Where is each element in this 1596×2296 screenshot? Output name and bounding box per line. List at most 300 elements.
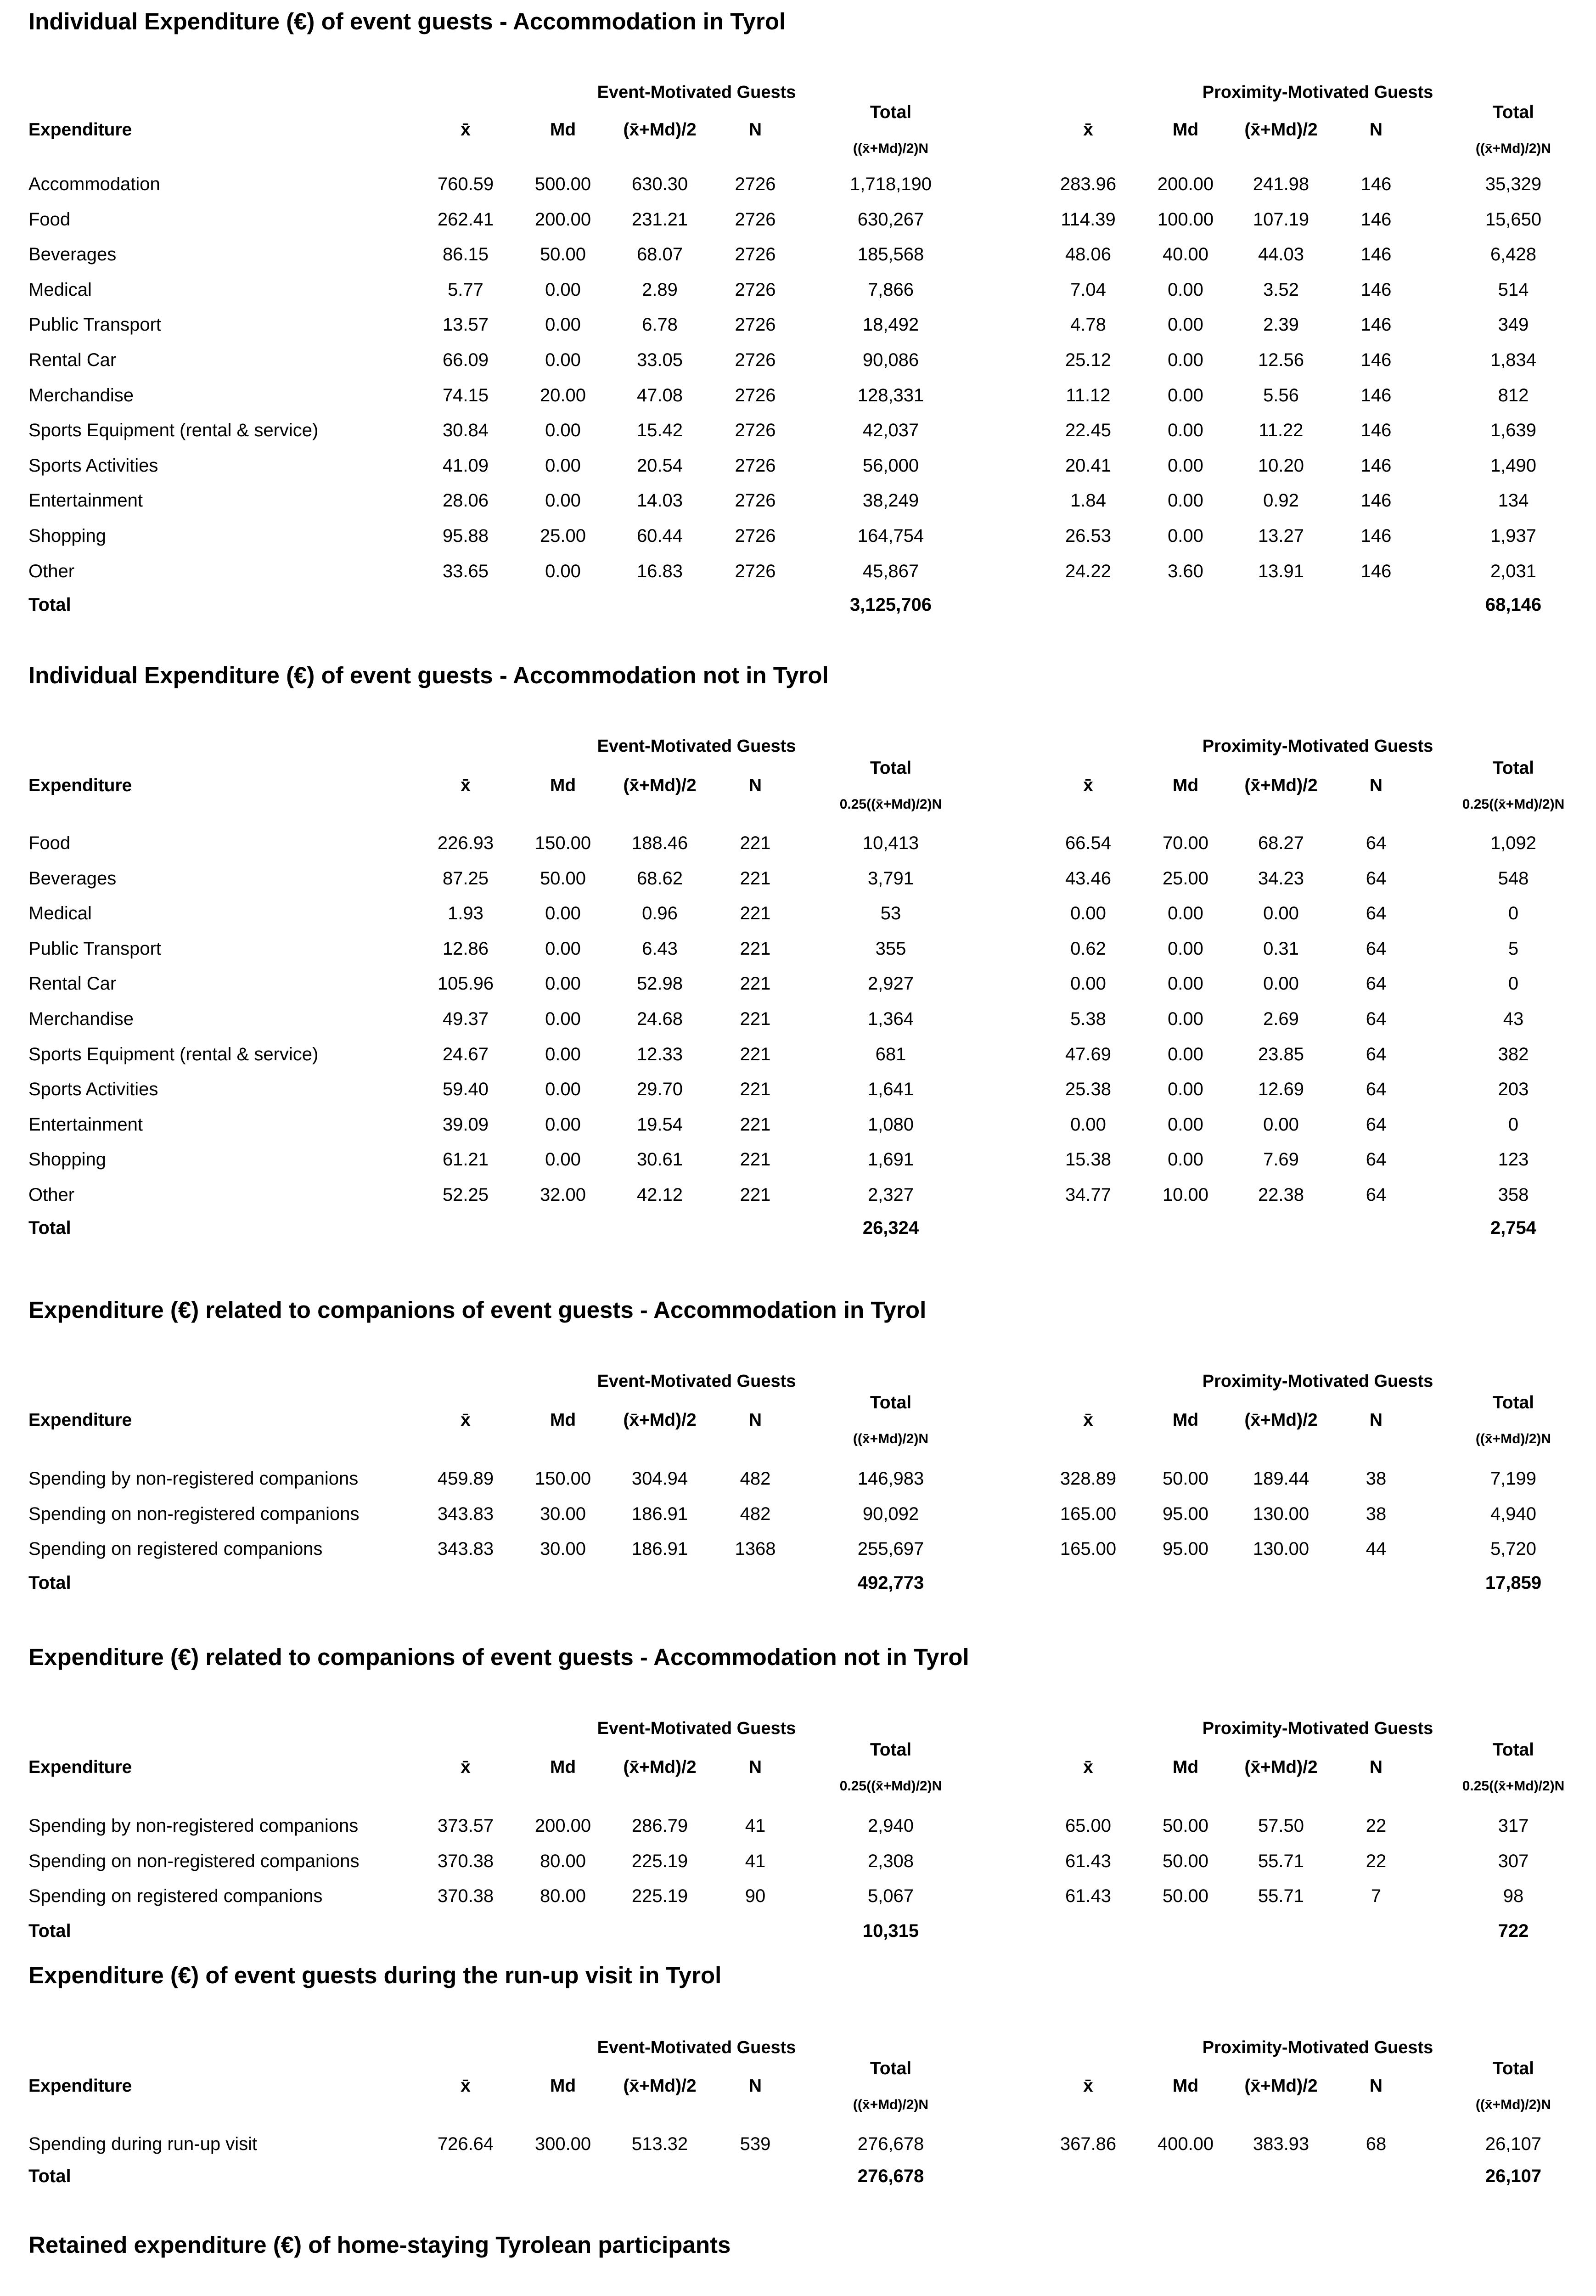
mean-cell: 52.25 xyxy=(442,1185,489,1205)
total-cell: 38,249 xyxy=(862,490,919,511)
total-cell: 5,067 xyxy=(867,1886,914,1907)
mean-cell: 105.96 xyxy=(437,974,494,994)
grand-total-value: 17,859 xyxy=(1485,1573,1542,1593)
total-cell: 7,199 xyxy=(1490,1469,1537,1489)
n-cell: 44 xyxy=(1366,1539,1387,1559)
mean-cell: 47.69 xyxy=(1065,1044,1112,1064)
n-cell: 146 xyxy=(1360,420,1392,441)
mean-cell: 4.78 xyxy=(1070,315,1106,335)
mean-cell: 22.45 xyxy=(1065,420,1112,441)
total-cell: 43 xyxy=(1503,1009,1524,1029)
row-label: Food xyxy=(28,209,71,230)
average-cell: 2.69 xyxy=(1263,1009,1299,1029)
total-cell: 317 xyxy=(1498,1816,1529,1836)
total-cell: 26,107 xyxy=(1485,2134,1542,2154)
average-cell: 6.43 xyxy=(642,938,678,959)
total-cell: 0 xyxy=(1508,974,1519,994)
total-cell: 355 xyxy=(875,938,906,959)
row-label: Rental Car xyxy=(28,974,117,994)
median-cell: 40.00 xyxy=(1162,244,1209,265)
n-cell: 2726 xyxy=(735,209,776,230)
total-cell: 53 xyxy=(880,903,901,924)
median-cell: 50.00 xyxy=(1162,1886,1209,1907)
average-cell: 0.00 xyxy=(1263,903,1299,924)
mean-cell: 86.15 xyxy=(442,244,489,265)
total-cell: 812 xyxy=(1498,385,1529,405)
column-header-total-formula: ((x̄+Md)/2)N xyxy=(1475,1431,1551,1446)
row-label: Sports Equipment (rental & service) xyxy=(28,420,319,441)
median-cell: 50.00 xyxy=(539,244,586,265)
average-cell: 13.91 xyxy=(1258,561,1304,581)
median-cell: 0.00 xyxy=(1168,974,1203,994)
section-title: Expenditure (€) of event guests during the run-up visit in Tyrol xyxy=(28,1962,722,1988)
average-cell: 24.68 xyxy=(636,1009,683,1029)
mean-cell: 370.38 xyxy=(437,1851,494,1871)
n-cell: 146 xyxy=(1360,385,1392,405)
mean-cell: 373.57 xyxy=(437,1816,494,1836)
median-cell: 0.00 xyxy=(545,903,581,924)
grand-total-value: 492,773 xyxy=(857,1573,924,1593)
n-cell: 221 xyxy=(740,1044,771,1064)
total-cell: 514 xyxy=(1498,279,1529,300)
column-header-median: Md xyxy=(1172,120,1199,140)
median-cell: 0.00 xyxy=(1168,455,1203,476)
n-cell: 146 xyxy=(1360,244,1392,265)
total-cell: 1,080 xyxy=(867,1114,914,1135)
median-cell: 400.00 xyxy=(1157,2134,1214,2154)
column-header-total: Total xyxy=(870,1393,912,1412)
average-cell: 68.07 xyxy=(636,244,683,265)
mean-cell: 262.41 xyxy=(437,209,494,230)
n-cell: 539 xyxy=(740,2134,771,2154)
total-cell: 128,331 xyxy=(857,385,924,405)
total-cell: 630,267 xyxy=(857,209,924,230)
median-cell: 0.00 xyxy=(1168,1009,1203,1029)
n-cell: 2726 xyxy=(735,315,776,335)
median-cell: 30.00 xyxy=(539,1503,586,1524)
grand-total-value: 10,315 xyxy=(862,1921,919,1941)
average-cell: 47.08 xyxy=(636,385,683,405)
mean-cell: 74.15 xyxy=(442,385,489,405)
column-header-mean: x̄ xyxy=(461,1757,471,1777)
row-label: Spending on registered companions xyxy=(28,1539,323,1559)
row-label: Medical xyxy=(28,903,92,924)
grand-total-value: 3,125,706 xyxy=(850,595,932,615)
average-cell: 29.70 xyxy=(636,1079,683,1100)
total-cell: 0 xyxy=(1508,903,1519,924)
median-cell: 95.00 xyxy=(1162,1539,1209,1559)
column-header-mean: x̄ xyxy=(1083,120,1093,140)
total-cell: 548 xyxy=(1498,868,1529,889)
mean-cell: 59.40 xyxy=(442,1079,489,1100)
average-cell: 241.98 xyxy=(1253,174,1309,194)
total-cell: 2,308 xyxy=(867,1851,914,1871)
column-header-average: (x̄+Md)/2 xyxy=(1244,1410,1318,1430)
n-cell: 2726 xyxy=(735,350,776,370)
median-cell: 300.00 xyxy=(534,2134,591,2154)
total-cell: 42,037 xyxy=(862,420,919,441)
average-cell: 16.83 xyxy=(636,561,683,581)
total-cell: 358 xyxy=(1498,1185,1529,1205)
n-cell: 64 xyxy=(1366,868,1387,889)
n-cell: 146 xyxy=(1360,209,1392,230)
row-label: Other xyxy=(28,561,75,581)
n-cell: 146 xyxy=(1360,455,1392,476)
n-cell: 221 xyxy=(740,1149,771,1170)
mean-cell: 0.00 xyxy=(1070,974,1106,994)
total-label: Total xyxy=(28,595,71,615)
mean-cell: 95.88 xyxy=(442,526,489,546)
mean-cell: 39.09 xyxy=(442,1114,489,1135)
average-cell: 13.27 xyxy=(1258,526,1304,546)
average-cell: 22.38 xyxy=(1258,1185,1304,1205)
n-cell: 146 xyxy=(1360,279,1392,300)
mean-cell: 760.59 xyxy=(437,174,494,194)
column-header-n: N xyxy=(1369,1410,1383,1430)
total-label: Total xyxy=(28,1573,71,1593)
n-cell: 482 xyxy=(740,1469,771,1489)
column-header-total-formula: 0.25((x̄+Md)/2)N xyxy=(1462,797,1565,812)
n-cell: 64 xyxy=(1366,974,1387,994)
median-cell: 500.00 xyxy=(534,174,591,194)
median-cell: 200.00 xyxy=(534,1816,591,1836)
average-cell: 286.79 xyxy=(631,1816,688,1836)
row-label: Spending on non-registered companions xyxy=(28,1503,360,1524)
row-label: Beverages xyxy=(28,244,117,265)
column-header-expenditure: Expenditure xyxy=(28,1757,132,1777)
median-cell: 0.00 xyxy=(545,1114,581,1135)
row-label: Spending by non-registered companions xyxy=(28,1469,359,1489)
column-header-mean: x̄ xyxy=(1083,1757,1093,1777)
mean-cell: 0.62 xyxy=(1070,938,1106,959)
row-label: Spending during run-up visit xyxy=(28,2134,258,2154)
average-cell: 42.12 xyxy=(636,1185,683,1205)
median-cell: 0.00 xyxy=(545,938,581,959)
median-cell: 0.00 xyxy=(545,315,581,335)
average-cell: 225.19 xyxy=(631,1851,688,1871)
column-header-average: (x̄+Md)/2 xyxy=(623,120,697,140)
n-cell: 482 xyxy=(740,1503,771,1524)
total-cell: 0 xyxy=(1508,1114,1519,1135)
column-header-n: N xyxy=(1369,2076,1383,2096)
median-cell: 0.00 xyxy=(545,1044,581,1064)
group-title: Proximity-Motivated Guests xyxy=(1202,737,1433,756)
median-cell: 25.00 xyxy=(539,526,586,546)
n-cell: 64 xyxy=(1366,903,1387,924)
n-cell: 22 xyxy=(1366,1816,1387,1836)
mean-cell: 41.09 xyxy=(442,455,489,476)
median-cell: 0.00 xyxy=(1168,938,1203,959)
mean-cell: 33.65 xyxy=(442,561,489,581)
n-cell: 64 xyxy=(1366,833,1387,853)
row-label: Public Transport xyxy=(28,315,162,335)
section-title: Expenditure (€) related to companions of event guests - Accommodation not in Tyrol xyxy=(28,1644,969,1670)
n-cell: 7 xyxy=(1371,1886,1382,1907)
mean-cell: 226.93 xyxy=(437,833,494,853)
n-cell: 221 xyxy=(740,1185,771,1205)
total-cell: 2,940 xyxy=(867,1816,914,1836)
average-cell: 14.03 xyxy=(636,490,683,511)
average-cell: 130.00 xyxy=(1253,1503,1309,1524)
row-label: Shopping xyxy=(28,1149,107,1170)
column-header-expenditure: Expenditure xyxy=(28,1410,132,1430)
column-header-mean: x̄ xyxy=(461,120,471,140)
column-header-median: Md xyxy=(1172,1410,1199,1430)
n-cell: 64 xyxy=(1366,1044,1387,1064)
n-cell: 64 xyxy=(1366,1114,1387,1135)
n-cell: 64 xyxy=(1366,938,1387,959)
mean-cell: 343.83 xyxy=(437,1503,494,1524)
total-cell: 15,650 xyxy=(1485,209,1542,230)
mean-cell: 0.00 xyxy=(1070,1114,1106,1135)
column-header-total: Total xyxy=(1492,2059,1534,2078)
total-cell: 2,031 xyxy=(1490,561,1537,581)
average-cell: 5.56 xyxy=(1263,385,1299,405)
average-cell: 107.19 xyxy=(1253,209,1309,230)
n-cell: 2726 xyxy=(735,279,776,300)
median-cell: 0.00 xyxy=(545,490,581,511)
grand-total-value: 276,678 xyxy=(857,2166,924,2186)
median-cell: 0.00 xyxy=(545,1079,581,1100)
average-cell: 513.32 xyxy=(631,2134,688,2154)
total-cell: 5 xyxy=(1508,938,1519,959)
column-header-n: N xyxy=(1369,776,1383,795)
column-header-total-formula: 0.25((x̄+Md)/2)N xyxy=(1462,1778,1565,1794)
mean-cell: 61.43 xyxy=(1065,1851,1112,1871)
n-cell: 64 xyxy=(1366,1185,1387,1205)
mean-cell: 65.00 xyxy=(1065,1816,1112,1836)
total-cell: 4,940 xyxy=(1490,1503,1537,1524)
column-header-total: Total xyxy=(870,758,912,778)
column-header-median: Md xyxy=(550,776,576,795)
total-cell: 1,092 xyxy=(1490,833,1537,853)
mean-cell: 30.84 xyxy=(442,420,489,441)
average-cell: 44.03 xyxy=(1258,244,1304,265)
grand-total-value: 2,754 xyxy=(1490,1218,1537,1238)
mean-cell: 165.00 xyxy=(1060,1503,1117,1524)
mean-cell: 1.84 xyxy=(1070,490,1106,511)
total-cell: 185,568 xyxy=(857,244,924,265)
total-cell: 5,720 xyxy=(1490,1539,1537,1559)
median-cell: 0.00 xyxy=(1168,315,1203,335)
mean-cell: 24.67 xyxy=(442,1044,489,1064)
median-cell: 80.00 xyxy=(539,1886,586,1907)
median-cell: 95.00 xyxy=(1162,1503,1209,1524)
median-cell: 0.00 xyxy=(1168,279,1203,300)
mean-cell: 1.93 xyxy=(448,903,483,924)
n-cell: 146 xyxy=(1360,350,1392,370)
total-cell: 1,639 xyxy=(1490,420,1537,441)
row-label: Other xyxy=(28,1185,75,1205)
median-cell: 32.00 xyxy=(539,1185,586,1205)
row-label: Medical xyxy=(28,279,92,300)
section-title: Retained expenditure (€) of home-staying Tyrolean participants xyxy=(28,2232,731,2258)
column-header-median: Md xyxy=(550,1757,576,1777)
mean-cell: 13.57 xyxy=(442,315,489,335)
total-cell: 45,867 xyxy=(862,561,919,581)
column-header-median: Md xyxy=(1172,2076,1199,2096)
mean-cell: 726.64 xyxy=(437,2134,494,2154)
total-cell: 1,718,190 xyxy=(850,174,932,194)
n-cell: 2726 xyxy=(735,244,776,265)
row-label: Beverages xyxy=(28,868,117,889)
total-cell: 1,834 xyxy=(1490,350,1537,370)
average-cell: 20.54 xyxy=(636,455,683,476)
row-label: Sports Activities xyxy=(28,1079,158,1100)
median-cell: 0.00 xyxy=(545,279,581,300)
column-header-total-formula: ((x̄+Md)/2)N xyxy=(853,2097,929,2112)
average-cell: 33.05 xyxy=(636,350,683,370)
average-cell: 383.93 xyxy=(1253,2134,1309,2154)
average-cell: 11.22 xyxy=(1259,420,1304,441)
median-cell: 150.00 xyxy=(534,1469,591,1489)
n-cell: 2726 xyxy=(735,561,776,581)
total-cell: 164,754 xyxy=(857,526,924,546)
group-title: Event-Motivated Guests xyxy=(597,1372,796,1391)
average-cell: 12.33 xyxy=(636,1044,683,1064)
total-cell: 6,428 xyxy=(1490,244,1537,265)
n-cell: 221 xyxy=(740,1009,771,1029)
row-label: Spending on registered companions xyxy=(28,1886,323,1907)
column-header-median: Md xyxy=(1172,1757,1199,1777)
n-cell: 38 xyxy=(1366,1503,1387,1524)
column-header-total: Total xyxy=(870,2059,912,2078)
n-cell: 64 xyxy=(1366,1009,1387,1029)
total-cell: 681 xyxy=(875,1044,906,1064)
total-label: Total xyxy=(28,1218,71,1238)
mean-cell: 66.54 xyxy=(1065,833,1112,853)
column-header-total: Total xyxy=(1492,758,1534,778)
column-header-total: Total xyxy=(1492,102,1534,122)
total-cell: 90,086 xyxy=(862,350,919,370)
median-cell: 50.00 xyxy=(539,868,586,889)
average-cell: 68.27 xyxy=(1258,833,1304,853)
median-cell: 0.00 xyxy=(545,420,581,441)
mean-cell: 11.12 xyxy=(1066,385,1111,405)
n-cell: 41 xyxy=(745,1816,766,1836)
column-header-average: (x̄+Md)/2 xyxy=(1244,2076,1318,2096)
median-cell: 0.00 xyxy=(545,561,581,581)
median-cell: 50.00 xyxy=(1162,1469,1209,1489)
average-cell: 186.91 xyxy=(631,1539,688,1559)
median-cell: 0.00 xyxy=(1168,1044,1203,1064)
group-title: Proximity-Motivated Guests xyxy=(1202,2038,1433,2057)
median-cell: 25.00 xyxy=(1162,868,1209,889)
mean-cell: 459.89 xyxy=(437,1469,494,1489)
mean-cell: 87.25 xyxy=(442,868,489,889)
total-cell: 134 xyxy=(1498,490,1529,511)
average-cell: 55.71 xyxy=(1258,1886,1304,1907)
column-header-average: (x̄+Md)/2 xyxy=(623,776,697,795)
mean-cell: 43.46 xyxy=(1065,868,1112,889)
average-cell: 3.52 xyxy=(1263,279,1299,300)
mean-cell: 34.77 xyxy=(1065,1185,1112,1205)
mean-cell: 20.41 xyxy=(1065,455,1112,476)
column-header-average: (x̄+Md)/2 xyxy=(1244,776,1318,795)
n-cell: 146 xyxy=(1360,490,1392,511)
average-cell: 2.89 xyxy=(642,279,678,300)
group-title: Event-Motivated Guests xyxy=(597,83,796,102)
median-cell: 80.00 xyxy=(539,1851,586,1871)
median-cell: 0.00 xyxy=(545,350,581,370)
column-header-mean: x̄ xyxy=(1083,776,1093,795)
column-header-n: N xyxy=(748,120,762,140)
total-cell: 1,641 xyxy=(867,1079,914,1100)
total-cell: 3,791 xyxy=(867,868,914,889)
grand-total-value: 722 xyxy=(1498,1921,1529,1941)
n-cell: 2726 xyxy=(735,420,776,441)
total-cell: 146,983 xyxy=(857,1469,924,1489)
median-cell: 50.00 xyxy=(1162,1851,1209,1871)
column-header-mean: x̄ xyxy=(461,2076,471,2096)
average-cell: 12.69 xyxy=(1258,1079,1304,1100)
total-cell: 56,000 xyxy=(862,455,919,476)
row-label: Entertainment xyxy=(28,490,143,511)
group-title: Event-Motivated Guests xyxy=(597,1719,796,1738)
row-label: Sports Activities xyxy=(28,455,158,476)
mean-cell: 25.12 xyxy=(1065,350,1112,370)
average-cell: 7.69 xyxy=(1263,1149,1299,1170)
row-label: Spending on non-registered companions xyxy=(28,1851,360,1871)
n-cell: 2726 xyxy=(735,455,776,476)
column-header-average: (x̄+Md)/2 xyxy=(623,1410,697,1430)
n-cell: 221 xyxy=(740,938,771,959)
average-cell: 23.85 xyxy=(1258,1044,1304,1064)
total-cell: 203 xyxy=(1498,1079,1529,1100)
average-cell: 231.21 xyxy=(631,209,688,230)
average-cell: 57.50 xyxy=(1258,1816,1304,1836)
column-header-median: Md xyxy=(550,2076,576,2096)
column-header-expenditure: Expenditure xyxy=(28,2076,132,2096)
median-cell: 200.00 xyxy=(534,209,591,230)
row-label: Shopping xyxy=(28,526,107,546)
median-cell: 0.00 xyxy=(1168,1114,1203,1135)
total-cell: 2,327 xyxy=(867,1185,914,1205)
average-cell: 189.44 xyxy=(1253,1469,1309,1489)
total-cell: 349 xyxy=(1498,315,1529,335)
grand-total-value: 26,107 xyxy=(1485,2166,1542,2186)
total-cell: 123 xyxy=(1498,1149,1529,1170)
average-cell: 68.62 xyxy=(636,868,683,889)
median-cell: 100.00 xyxy=(1157,209,1214,230)
median-cell: 30.00 xyxy=(539,1539,586,1559)
n-cell: 146 xyxy=(1360,315,1392,335)
column-header-average: (x̄+Md)/2 xyxy=(623,1757,697,1777)
group-title: Event-Motivated Guests xyxy=(597,737,796,756)
total-cell: 7,866 xyxy=(867,279,914,300)
n-cell: 2726 xyxy=(735,526,776,546)
mean-cell: 343.83 xyxy=(437,1539,494,1559)
average-cell: 188.46 xyxy=(631,833,688,853)
mean-cell: 114.39 xyxy=(1061,209,1116,230)
row-label: Merchandise xyxy=(28,1009,134,1029)
column-header-n: N xyxy=(748,1410,762,1430)
n-cell: 2726 xyxy=(735,385,776,405)
average-cell: 186.91 xyxy=(631,1503,688,1524)
column-header-total: Total xyxy=(870,102,912,122)
n-cell: 146 xyxy=(1360,526,1392,546)
median-cell: 0.00 xyxy=(1168,350,1203,370)
total-label: Total xyxy=(28,2166,71,2186)
column-header-total-formula: 0.25((x̄+Md)/2)N xyxy=(839,797,942,812)
median-cell: 0.00 xyxy=(545,974,581,994)
mean-cell: 61.21 xyxy=(442,1149,489,1170)
row-label: Rental Car xyxy=(28,350,117,370)
mean-cell: 49.37 xyxy=(442,1009,489,1029)
mean-cell: 61.43 xyxy=(1065,1886,1112,1907)
row-label: Food xyxy=(28,833,71,853)
average-cell: 15.42 xyxy=(636,420,683,441)
